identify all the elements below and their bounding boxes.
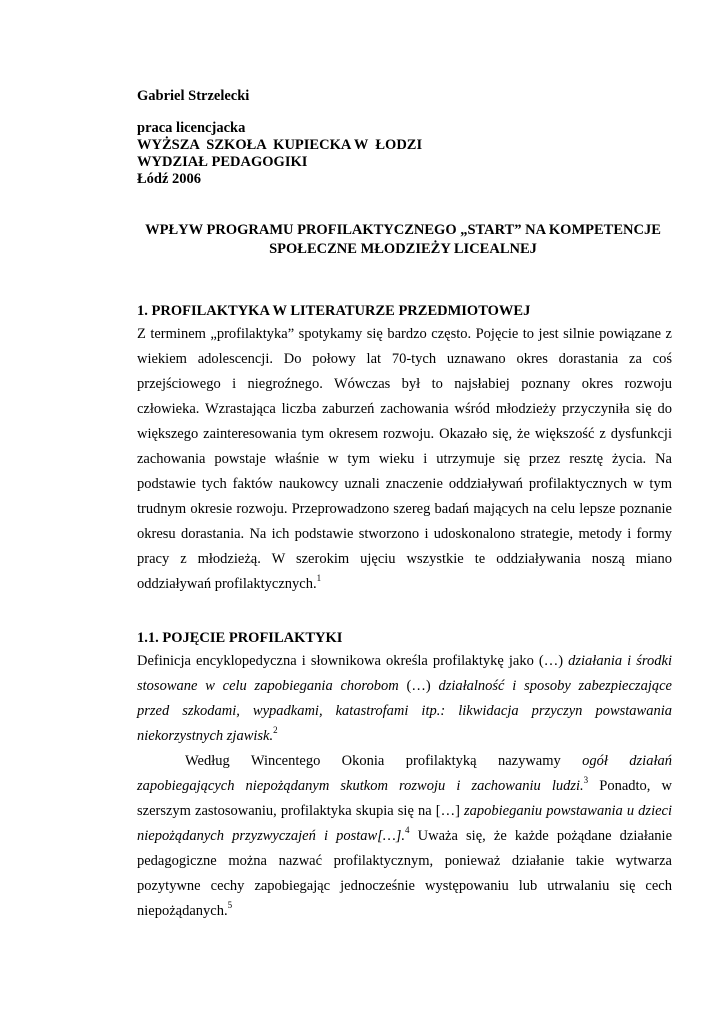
quote-text: przed szkodami, wypadkami, katastrofami itp.: likwidacja przyczyn powstawania	[137, 703, 672, 719]
footnote-ref-4[interactable]: 4	[405, 825, 410, 836]
paragraph-line: pedagogiczne można nazwać profilaktycznym, ponieważ działanie takie wytwarza	[137, 853, 672, 869]
paragraph-line: pozytywne cechy zapobiegając jednocześnie występowaniu lub utrwalaniu się cech	[137, 878, 672, 894]
paragraph-line: trudnym okresie rozwoju. Przeprowadzono szereg badań mających na celu lepsze poznanie	[137, 501, 672, 517]
place-year: Łódź 2006	[137, 171, 202, 187]
paragraph-text: Definicja encyklopedyczna i słownikowa określa profilaktykę jako (…)	[137, 653, 569, 669]
paragraph-line	[137, 824, 672, 849]
section-1-heading: 1. PROFILAKTYKA W LITERATURZE PRZEDMIOTOWEJ	[137, 303, 531, 319]
paragraph-line	[137, 749, 672, 774]
paragraph-line: Z terminem „profilaktyka” spotykamy się bardzo często. Pojęcie to jest silnie powiązane z	[137, 326, 672, 342]
paragraph-text: szerszym zastosowaniu, profilaktyka skupia się na […]	[137, 803, 464, 819]
quote-text: ogół działań	[582, 753, 672, 769]
paragraph-text: niepożądanych.	[137, 903, 228, 919]
footnote-ref-1[interactable]: 1	[316, 573, 322, 584]
paragraph-line	[137, 899, 672, 924]
paragraph-line	[137, 774, 672, 799]
paragraph-line	[137, 674, 672, 699]
paragraph-line: większego zainteresowania tym okresem rozwoju. Okazało się, że większość z dysfunkcji	[137, 426, 672, 442]
paragraph-line: przejściowego i niegroźnego. Wówczas był to najsłabiej poznany okres rozwoju	[137, 376, 672, 392]
section-1-paragraph	[137, 322, 672, 597]
paragraph-line: wiekiem adolescencji. Do połowy lat 70-tych uznawano okres dorastania za coś	[137, 351, 672, 367]
paragraph-text: Według Wincentego Okonia profilaktyką nazywamy	[185, 753, 583, 769]
paragraph-line	[137, 649, 672, 674]
school-name: WYŻSZA SZKOŁA KUPIECKA W ŁODZI	[137, 137, 423, 153]
section-1-1-heading: 1.1. POJĘCIE PROFILAKTYKI	[137, 630, 343, 646]
paragraph-line	[137, 724, 672, 749]
footnote-ref-5[interactable]: 5	[227, 900, 233, 911]
quote-text: zapobiegających niepożądanym skutkom rozwoju i zachowaniu ludzi.	[137, 778, 584, 794]
faculty-name: WYDZIAŁ PEDAGOGIKI	[137, 154, 308, 170]
paragraph-line: człowieka. Wzrastająca liczba zaburzeń zachowania wśród młodzieży przyczyniła się do	[137, 401, 672, 417]
paragraph-text: (…)	[398, 678, 439, 694]
paragraph-line	[137, 799, 672, 824]
paragraph-line	[137, 572, 672, 597]
thesis-title-line2: SPOŁECZNE MŁODZIEŻY LICEALNEJ	[269, 241, 537, 257]
footnote-ref-3[interactable]: 3	[583, 775, 589, 786]
quote-text: zapobieganiu powstawania u dzieci	[463, 803, 672, 819]
paragraph-text: Ponadto, w	[588, 778, 672, 794]
paragraph-line: podstawie tych faktów naukowcy uznali znaczenie oddziaływań profilaktycznych w tym	[137, 476, 672, 492]
quote-text: działalność i sposoby zabezpieczające	[438, 678, 672, 694]
thesis-title	[100, 221, 706, 259]
quote-text: niekorzystnych zjawisk.	[137, 728, 274, 744]
paragraph-line: pracy z młodzieżą. W szerokim ujęciu wszystkie te oddziaływania noszą miano	[137, 551, 672, 567]
paragraph-line	[137, 699, 672, 724]
paragraph-text: Uważa się, że każde pożądane działanie	[409, 828, 673, 844]
section-1-1-paragraph	[137, 649, 672, 924]
footnote-ref-2[interactable]: 2	[273, 725, 278, 736]
quote-text: stosowane w celu zapobiegania chorobom	[137, 678, 399, 694]
author-name: Gabriel Strzelecki	[137, 88, 250, 104]
paragraph-line: zachowania powstaje właśnie w tym wieku i utrzymuje się przez resztę życia. Na	[137, 451, 672, 467]
quote-text: niepożądanych przyzwyczajeń i postaw[…].	[137, 828, 406, 844]
paragraph-line: okresu dorastania. Na ich podstawie stworzono i udoskonalono strategie, metody i formy	[137, 526, 672, 542]
paragraph-text: oddziaływań profilaktycznych.	[137, 576, 317, 592]
thesis-title-line1: WPŁYW PROGRAMU PROFILAKTYCZNEGO „START” NA KOMPETENCJE	[145, 222, 661, 238]
thesis-type: praca licencjacka	[137, 120, 246, 136]
quote-text: działania i środki	[568, 653, 672, 669]
